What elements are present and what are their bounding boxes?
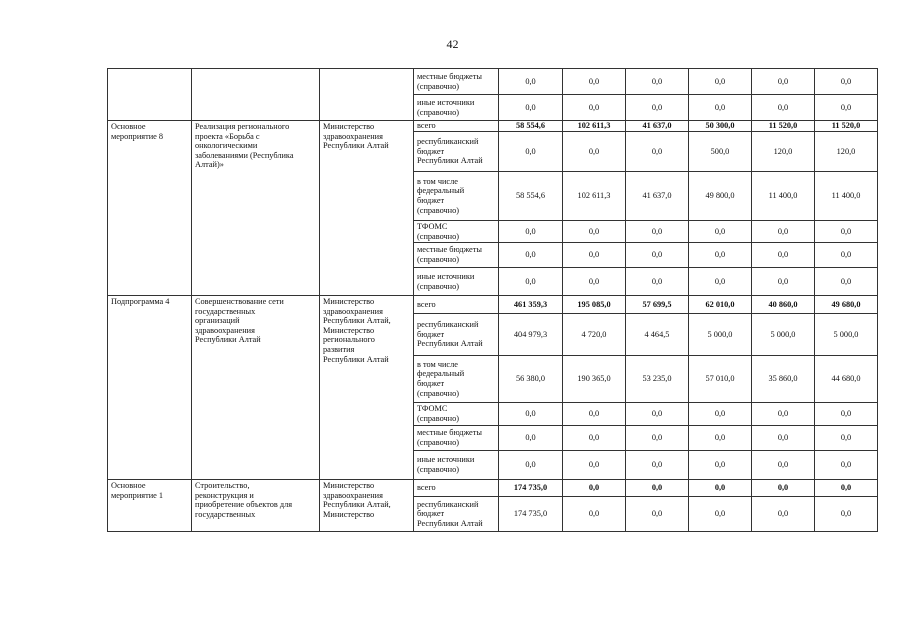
value-cell: 0,0 xyxy=(499,69,563,95)
funding-source-cell: республиканский бюджет Республики Алтай xyxy=(414,132,499,172)
table-row xyxy=(108,296,878,314)
value-cell: 0,0 xyxy=(815,480,878,497)
funding-source-cell: местные бюджеты (справочно) xyxy=(414,426,499,451)
value-cell: 0,0 xyxy=(752,243,815,268)
value-cell: 53 235,0 xyxy=(626,356,689,403)
row-label-cell: Основное мероприятие 8 xyxy=(108,121,192,296)
value-cell: 0,0 xyxy=(752,268,815,296)
value-cell: 0,0 xyxy=(626,451,689,480)
funding-source-cell: в том числе федеральный бюджет (справочно) xyxy=(414,356,499,403)
value-cell: 404 979,3 xyxy=(499,314,563,356)
row-description-cell xyxy=(192,69,320,121)
value-cell: 0,0 xyxy=(499,243,563,268)
value-cell: 190 365,0 xyxy=(563,356,626,403)
value-cell: 0,0 xyxy=(815,426,878,451)
value-cell: 0,0 xyxy=(815,268,878,296)
row-ministry-cell: Министерство здравоохранения Республики Алтай, Министерство xyxy=(320,480,414,532)
value-cell: 195 085,0 xyxy=(563,296,626,314)
value-cell: 0,0 xyxy=(499,426,563,451)
value-cell: 0,0 xyxy=(815,497,878,532)
value-cell: 0,0 xyxy=(499,132,563,172)
funding-source-cell: всего xyxy=(414,121,499,132)
funding-source-cell: ТФОМС (справочно) xyxy=(414,403,499,426)
value-cell: 0,0 xyxy=(563,132,626,172)
value-cell: 41 637,0 xyxy=(626,172,689,221)
value-cell: 120,0 xyxy=(752,132,815,172)
value-cell: 5 000,0 xyxy=(689,314,752,356)
funding-source-cell: всего xyxy=(414,480,499,497)
row-label-cell xyxy=(108,69,192,121)
value-cell: 0,0 xyxy=(626,480,689,497)
value-cell: 40 860,0 xyxy=(752,296,815,314)
budget-table-body xyxy=(108,69,878,532)
value-cell: 0,0 xyxy=(626,497,689,532)
value-cell: 0,0 xyxy=(752,403,815,426)
value-cell: 62 010,0 xyxy=(689,296,752,314)
funding-source-cell: местные бюджеты (справочно) xyxy=(414,243,499,268)
value-cell: 0,0 xyxy=(752,497,815,532)
value-cell: 49 800,0 xyxy=(689,172,752,221)
value-cell: 0,0 xyxy=(626,69,689,95)
row-ministry-cell: Министерство здравоохранения Республики Алтай, Министерство регионального развития Республики Алтай xyxy=(320,296,414,480)
value-cell: 41 637,0 xyxy=(626,121,689,132)
value-cell: 0,0 xyxy=(563,221,626,243)
value-cell: 0,0 xyxy=(689,268,752,296)
row-label-cell: Подпрограмма 4 xyxy=(108,296,192,480)
value-cell: 0,0 xyxy=(563,426,626,451)
value-cell: 174 735,0 xyxy=(499,497,563,532)
value-cell: 0,0 xyxy=(815,451,878,480)
value-cell: 0,0 xyxy=(752,221,815,243)
funding-source-cell: республиканский бюджет Республики Алтай xyxy=(414,497,499,532)
value-cell: 0,0 xyxy=(689,480,752,497)
value-cell: 0,0 xyxy=(499,95,563,121)
table-row xyxy=(108,480,878,497)
value-cell: 11 520,0 xyxy=(752,121,815,132)
value-cell: 0,0 xyxy=(563,403,626,426)
value-cell: 0,0 xyxy=(626,132,689,172)
value-cell: 0,0 xyxy=(752,69,815,95)
value-cell: 0,0 xyxy=(815,243,878,268)
value-cell: 174 735,0 xyxy=(499,480,563,497)
row-ministry-cell: Министерство здравоохранения Республики Алтай xyxy=(320,121,414,296)
value-cell: 4 720,0 xyxy=(563,314,626,356)
value-cell: 0,0 xyxy=(563,497,626,532)
value-cell: 0,0 xyxy=(815,95,878,121)
value-cell: 0,0 xyxy=(752,426,815,451)
funding-source-cell: в том числе федеральный бюджет (справочно) xyxy=(414,172,499,221)
funding-source-cell: республиканский бюджет Республики Алтай xyxy=(414,314,499,356)
value-cell: 0,0 xyxy=(626,268,689,296)
value-cell: 500,0 xyxy=(689,132,752,172)
value-cell: 11 400,0 xyxy=(815,172,878,221)
funding-source-cell: ТФОМС (справочно) xyxy=(414,221,499,243)
value-cell: 0,0 xyxy=(626,95,689,121)
value-cell: 0,0 xyxy=(563,268,626,296)
value-cell: 56 380,0 xyxy=(499,356,563,403)
value-cell: 0,0 xyxy=(499,268,563,296)
value-cell: 5 000,0 xyxy=(752,314,815,356)
row-description-cell: Реализация регионального проекта «Борьба с онкологическими заболеваниями (Республика Алтай)» xyxy=(192,121,320,296)
funding-source-cell: местные бюджеты (справочно) xyxy=(414,69,499,95)
funding-source-cell: иные источники (справочно) xyxy=(414,268,499,296)
value-cell: 44 680,0 xyxy=(815,356,878,403)
value-cell: 0,0 xyxy=(752,480,815,497)
value-cell: 0,0 xyxy=(626,221,689,243)
table-row xyxy=(108,121,878,132)
row-description-cell: Строительство, реконструкция и приобретение объектов для государственных xyxy=(192,480,320,532)
value-cell: 0,0 xyxy=(563,95,626,121)
value-cell: 57 699,5 xyxy=(626,296,689,314)
value-cell: 58 554,6 xyxy=(499,172,563,221)
value-cell: 0,0 xyxy=(689,69,752,95)
value-cell: 57 010,0 xyxy=(689,356,752,403)
value-cell: 0,0 xyxy=(689,497,752,532)
value-cell: 461 359,3 xyxy=(499,296,563,314)
value-cell: 0,0 xyxy=(689,451,752,480)
value-cell: 11 520,0 xyxy=(815,121,878,132)
funding-source-cell: всего xyxy=(414,296,499,314)
value-cell: 0,0 xyxy=(752,95,815,121)
funding-source-cell: иные источники (справочно) xyxy=(414,95,499,121)
value-cell: 11 400,0 xyxy=(752,172,815,221)
value-cell: 0,0 xyxy=(563,243,626,268)
value-cell: 0,0 xyxy=(563,69,626,95)
value-cell: 0,0 xyxy=(689,221,752,243)
value-cell: 58 554,6 xyxy=(499,121,563,132)
value-cell: 0,0 xyxy=(499,451,563,480)
value-cell: 102 611,3 xyxy=(563,172,626,221)
row-description-cell: Совершенствование сети государственных организаций здравоохранения Республики Алтай xyxy=(192,296,320,480)
value-cell: 0,0 xyxy=(499,221,563,243)
table-row xyxy=(108,69,878,95)
value-cell: 0,0 xyxy=(689,95,752,121)
value-cell: 0,0 xyxy=(626,243,689,268)
row-label-cell: Основное мероприятие 1 xyxy=(108,480,192,532)
value-cell: 35 860,0 xyxy=(752,356,815,403)
value-cell: 0,0 xyxy=(563,451,626,480)
value-cell: 0,0 xyxy=(626,426,689,451)
value-cell: 0,0 xyxy=(815,69,878,95)
budget-table xyxy=(107,68,878,532)
value-cell: 0,0 xyxy=(689,243,752,268)
page-number: 42 xyxy=(446,37,459,51)
value-cell: 0,0 xyxy=(499,403,563,426)
value-cell: 49 680,0 xyxy=(815,296,878,314)
value-cell: 0,0 xyxy=(752,451,815,480)
value-cell: 4 464,5 xyxy=(626,314,689,356)
row-ministry-cell xyxy=(320,69,414,121)
value-cell: 120,0 xyxy=(815,132,878,172)
value-cell: 0,0 xyxy=(815,403,878,426)
value-cell: 50 300,0 xyxy=(689,121,752,132)
value-cell: 0,0 xyxy=(689,403,752,426)
funding-source-cell: иные источники (справочно) xyxy=(414,451,499,480)
value-cell: 102 611,3 xyxy=(563,121,626,132)
value-cell: 0,0 xyxy=(563,480,626,497)
value-cell: 0,0 xyxy=(626,403,689,426)
value-cell: 0,0 xyxy=(689,426,752,451)
value-cell: 5 000,0 xyxy=(815,314,878,356)
value-cell: 0,0 xyxy=(815,221,878,243)
